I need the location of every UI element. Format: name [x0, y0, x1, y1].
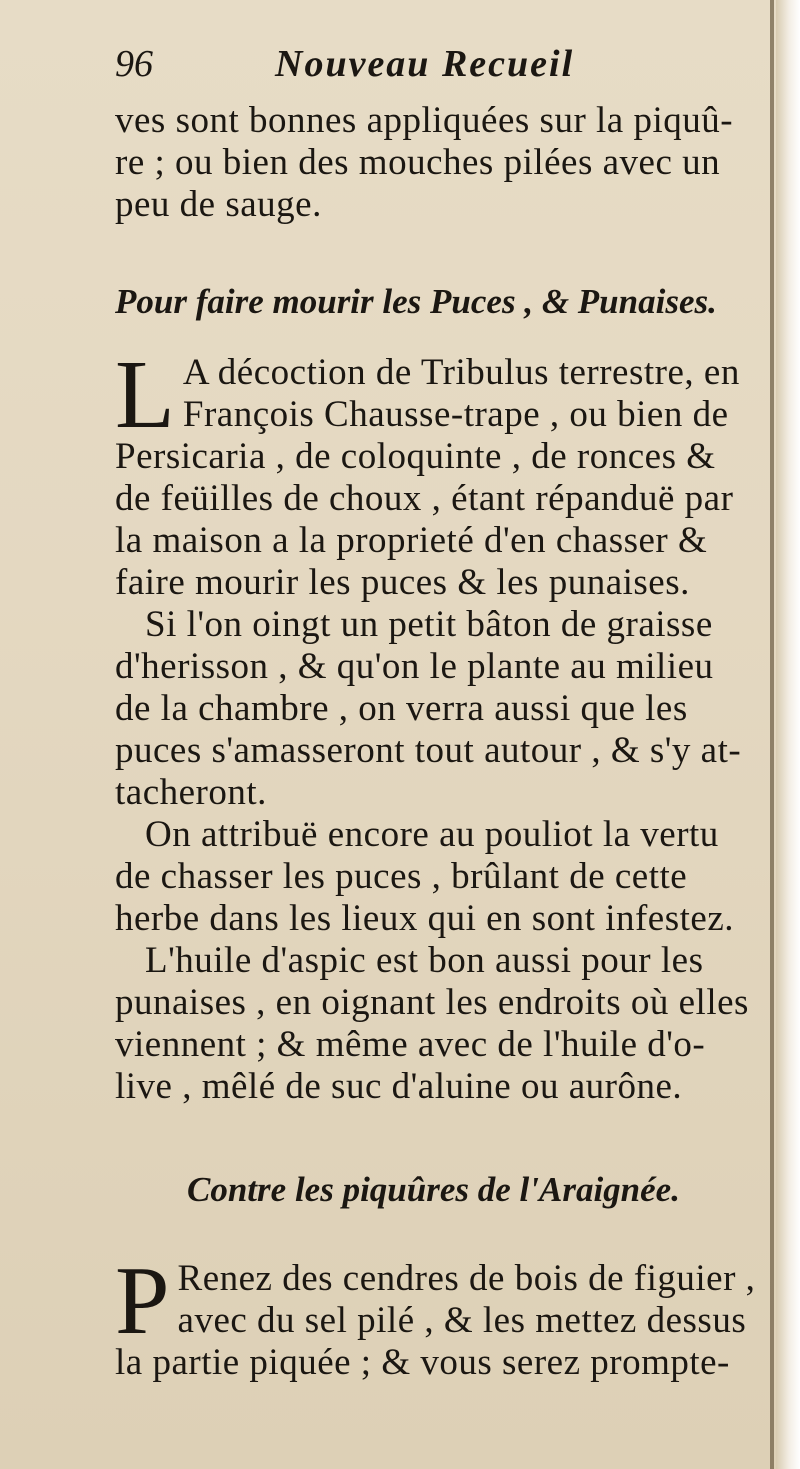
section-heading-araignee: Contre les piquûres de l'Araignée. [187, 1170, 680, 1209]
text-line: de feüilles de choux , étant répanduë par [115, 478, 734, 519]
text-line: ves sont bonnes appliquées sur la piquû- [115, 100, 734, 141]
text-line: live , mêlé de suc d'aluine ou aurône. [115, 1066, 683, 1107]
text-line: punaises , en oignant les endroits où elles [115, 982, 749, 1023]
text-line: tacheront. [115, 772, 267, 813]
text-line: re ; ou bien des mouches pilées avec un [115, 142, 721, 183]
text-line: On attribuë encore au pouliot la vertu [145, 814, 719, 855]
text-line: François Chausse-trape , ou bien de [182, 394, 729, 435]
text-line: de la chambre , on verra aussi que les [115, 688, 688, 729]
running-title: Nouveau Recueil [275, 43, 575, 85]
text-line: Renez des cendres de bois de figuier , [177, 1258, 756, 1299]
paragraph-pouliot [115, 814, 755, 940]
paragraph-herisson [115, 604, 755, 814]
page-edge [776, 0, 800, 1469]
page-fold-shadow [770, 0, 774, 1469]
text-line: la maison a la proprieté d'en chasser & [115, 520, 708, 561]
text-line: herbe dans les lieux qui en sont infestez. [115, 898, 734, 939]
drop-cap: L [115, 341, 175, 449]
text-line: Persicaria , de coloquinte , de ronces & [115, 436, 716, 477]
page-text [115, 40, 755, 1384]
section-heading-puces: Pour faire mourir les Puces , & Punaises. [115, 282, 717, 321]
page-number: 96 [115, 43, 153, 85]
text-line: d'herisson , & qu'on le plante au milieu [115, 646, 714, 687]
text-line: peu de sauge. [115, 184, 322, 225]
text-line: avec du sel pilé , & les mettez dessus [177, 1300, 747, 1341]
page-header [115, 40, 755, 100]
text-line: faire mourir les puces & les punaises. [115, 562, 690, 603]
text-line: de chasser les puces , brûlant de cette [115, 856, 688, 897]
intro-paragraph [115, 100, 755, 226]
drop-cap: P [115, 1247, 170, 1355]
paragraph-figuier [115, 1247, 756, 1384]
text-line: L'huile d'aspic est bon aussi pour les [145, 940, 704, 981]
paragraph-decoction [115, 341, 755, 604]
text-line: puces s'amasseront tout autour , & s'y at- [115, 730, 742, 771]
text-line: viennent ; & même avec de l'huile d'o- [115, 1024, 706, 1065]
paragraph-aspic [115, 940, 755, 1108]
text-line: A décoction de Tribulus terrestre, en [182, 352, 740, 393]
text-line: Si l'on oingt un petit bâton de graisse [145, 604, 713, 645]
text-line: la partie piquée ; & vous serez prompte- [115, 1342, 730, 1383]
